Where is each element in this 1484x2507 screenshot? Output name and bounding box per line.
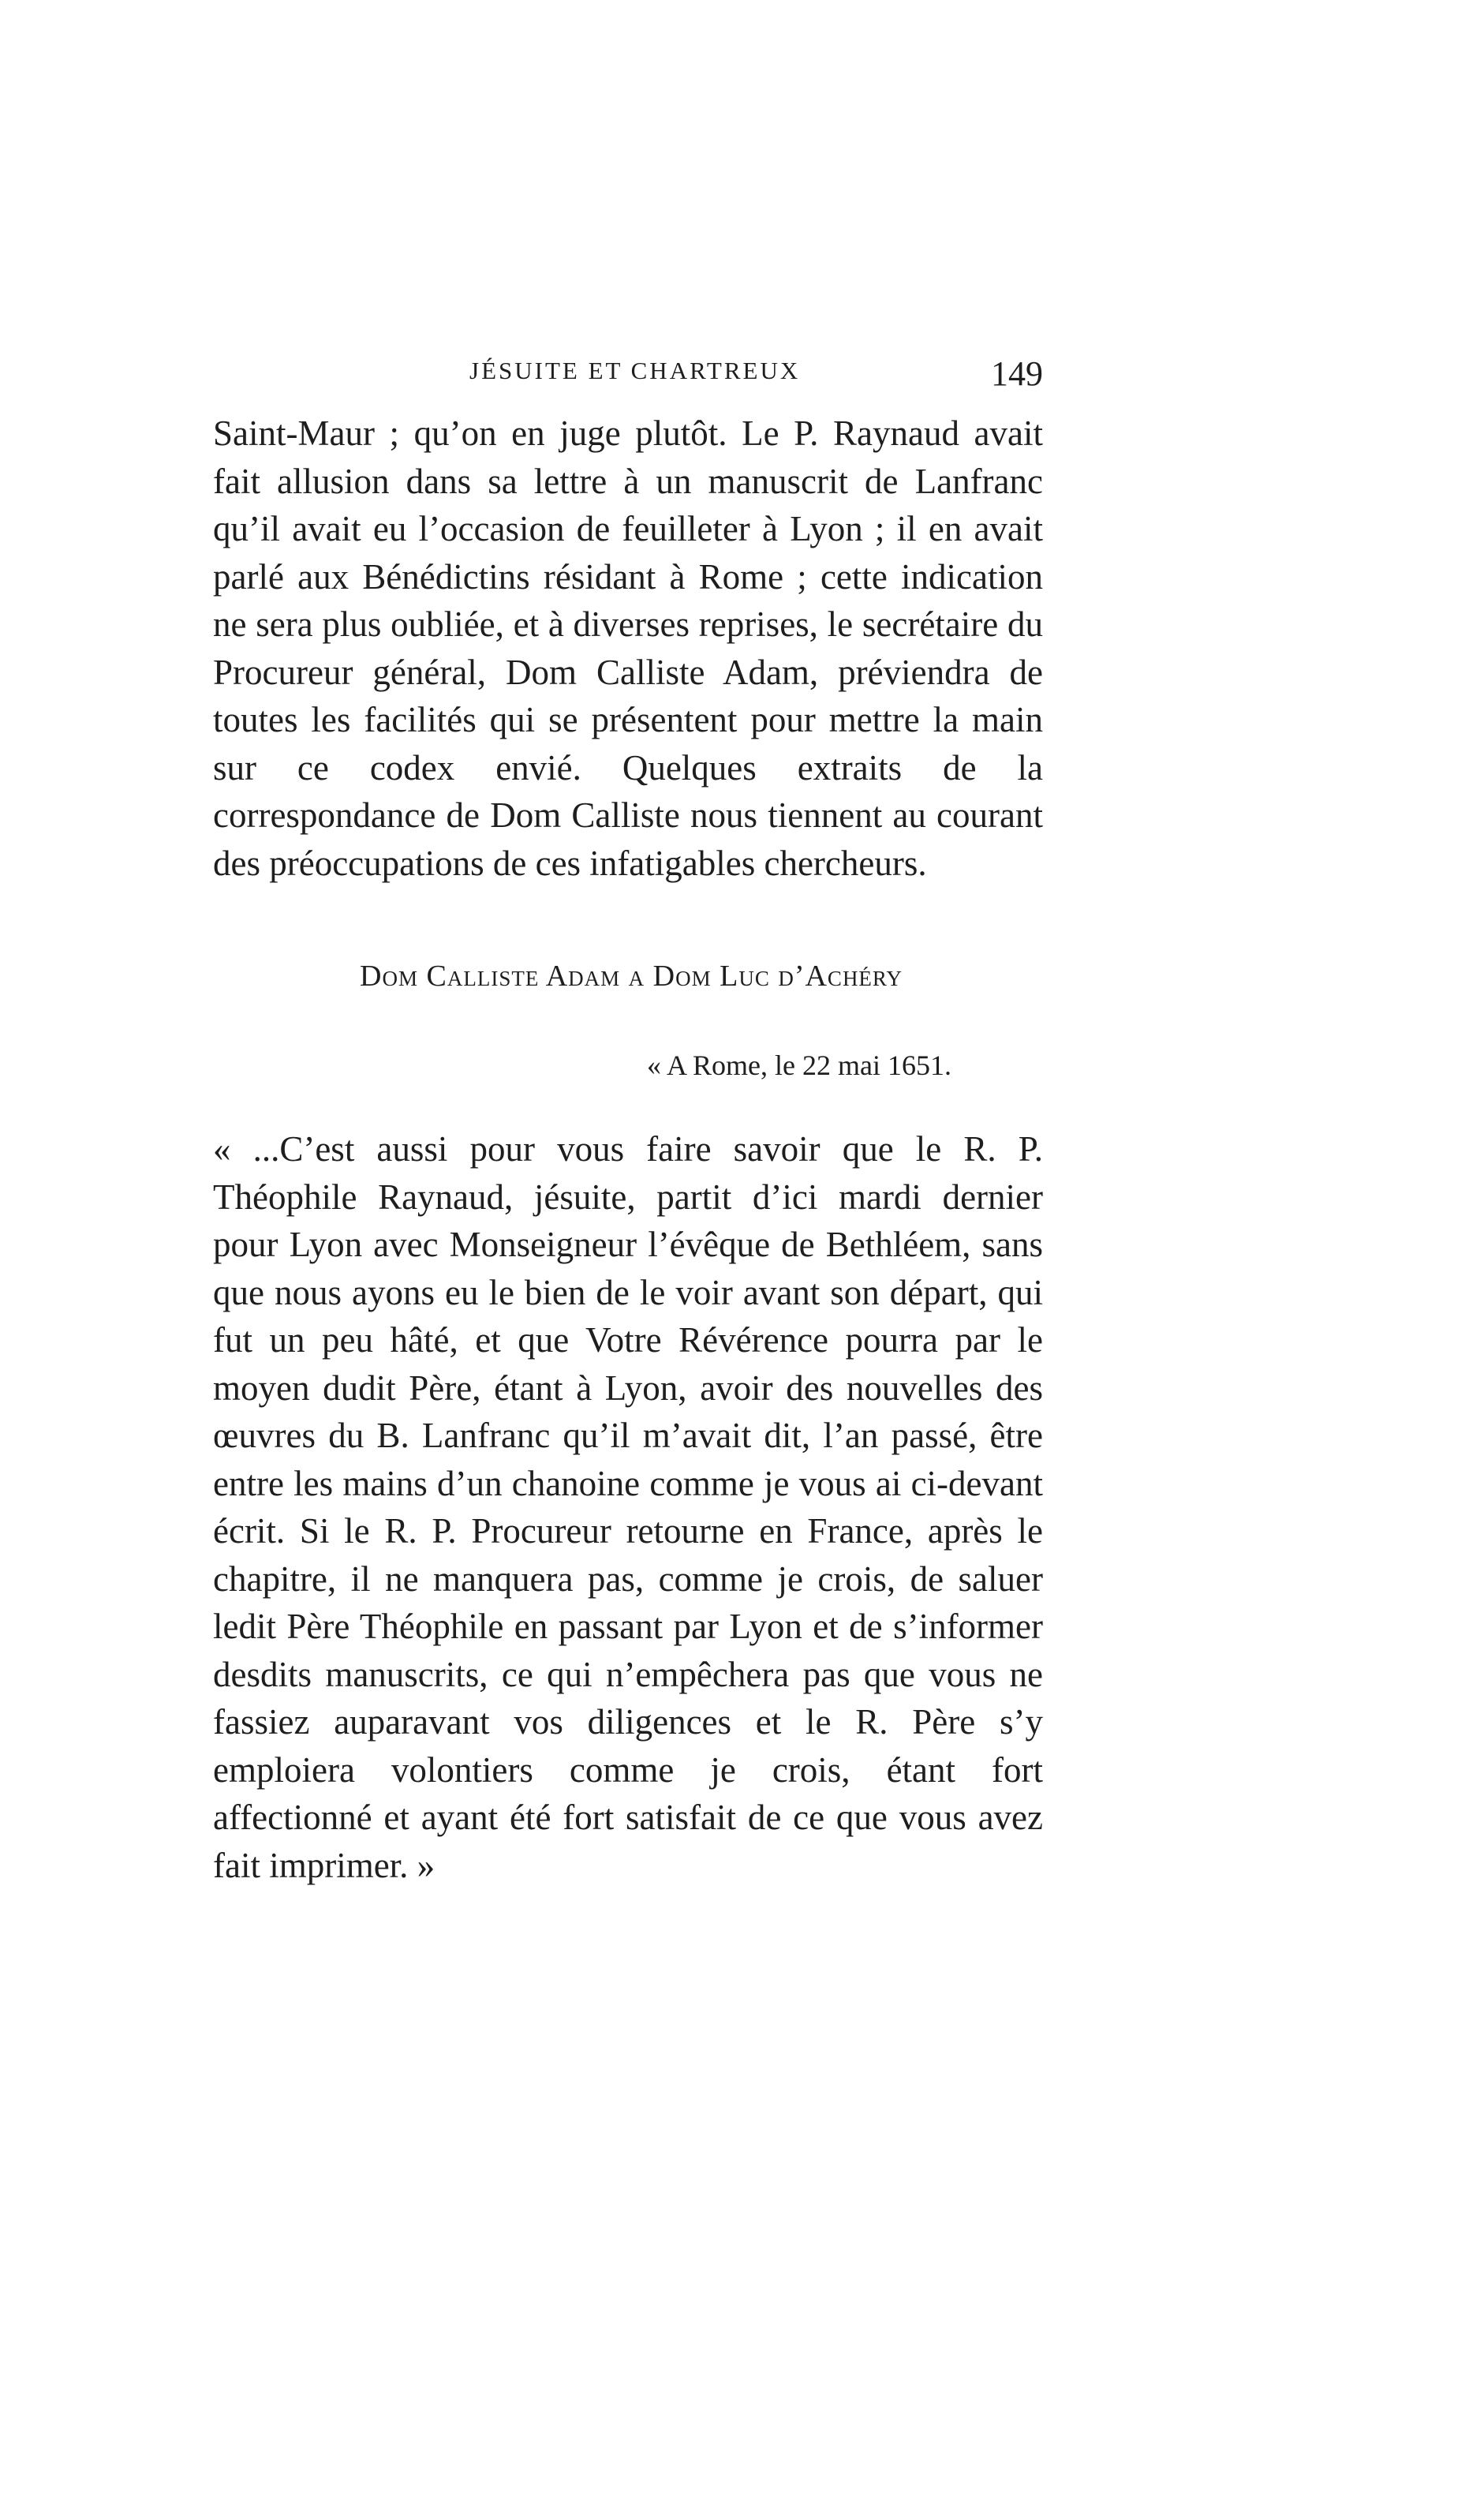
letter-dateline: « A Rome, le 22 mai 1651. <box>647 1050 951 1081</box>
running-title: JÉSUITE ET CHARTREUX <box>469 357 801 384</box>
page-number: 149 <box>991 354 1043 393</box>
letter-heading: Dom Calliste Adam a Dom Luc d’Achéry <box>360 960 903 993</box>
letter-paragraph: « ...C’est aussi pour vous faire savoir que le R. P. Théophile Raynaud, jésuite, partit d’ici mardi dernier pour Lyon avec Monseigneur l’évêque de Bethléem, sans que nous ayons eu le bien de le voir avant son départ, qui fut un peu hâté, et que Votre Révérence pourra par le moyen dudit Père, étant à Lyon, avoir des nouvelles des œuvres du B. Lanfranc qu’il m’avait dit, l’an passé, être entre les mains d’un chanoine comme je vous ai ci-devant écrit. Si le R. P. Procureur retourne en France, après le chapitre, il ne manquera pas, comme je crois, de saluer ledit Père Théophile en passant par Lyon et de s’informer desdits manuscrits, ce qui n’empêchera pas que vous ne fassiez auparavant vos diligences et le R. Père s’y emploiera volontiers comme je crois, étant fort affectionné et ayant été fort satisfait de ce que vous avez fait imprimer. » <box>213 1129 1043 1885</box>
running-head <box>213 354 1049 404</box>
intro-paragraph: Saint-Maur ; qu’on en juge plutôt. Le P. Raynaud avait fait allusion dans sa lettre à un manuscrit de Lanfranc qu’il avait eu l’occasion de feuilleter à Lyon ; il en avait parlé aux Bénédictins résidant à Rome ; cette indication ne sera plus oubliée, et à diverses reprises, le secrétaire du Procureur général, Dom Calliste Adam, préviendra de toutes les facilités qui se présentent pour mettre la main sur ce codex envié. Quelques extraits de la correspondance de Dom Calliste nous tiennent au courant des préoccupations de ces infatigables chercheurs. <box>213 413 1043 883</box>
